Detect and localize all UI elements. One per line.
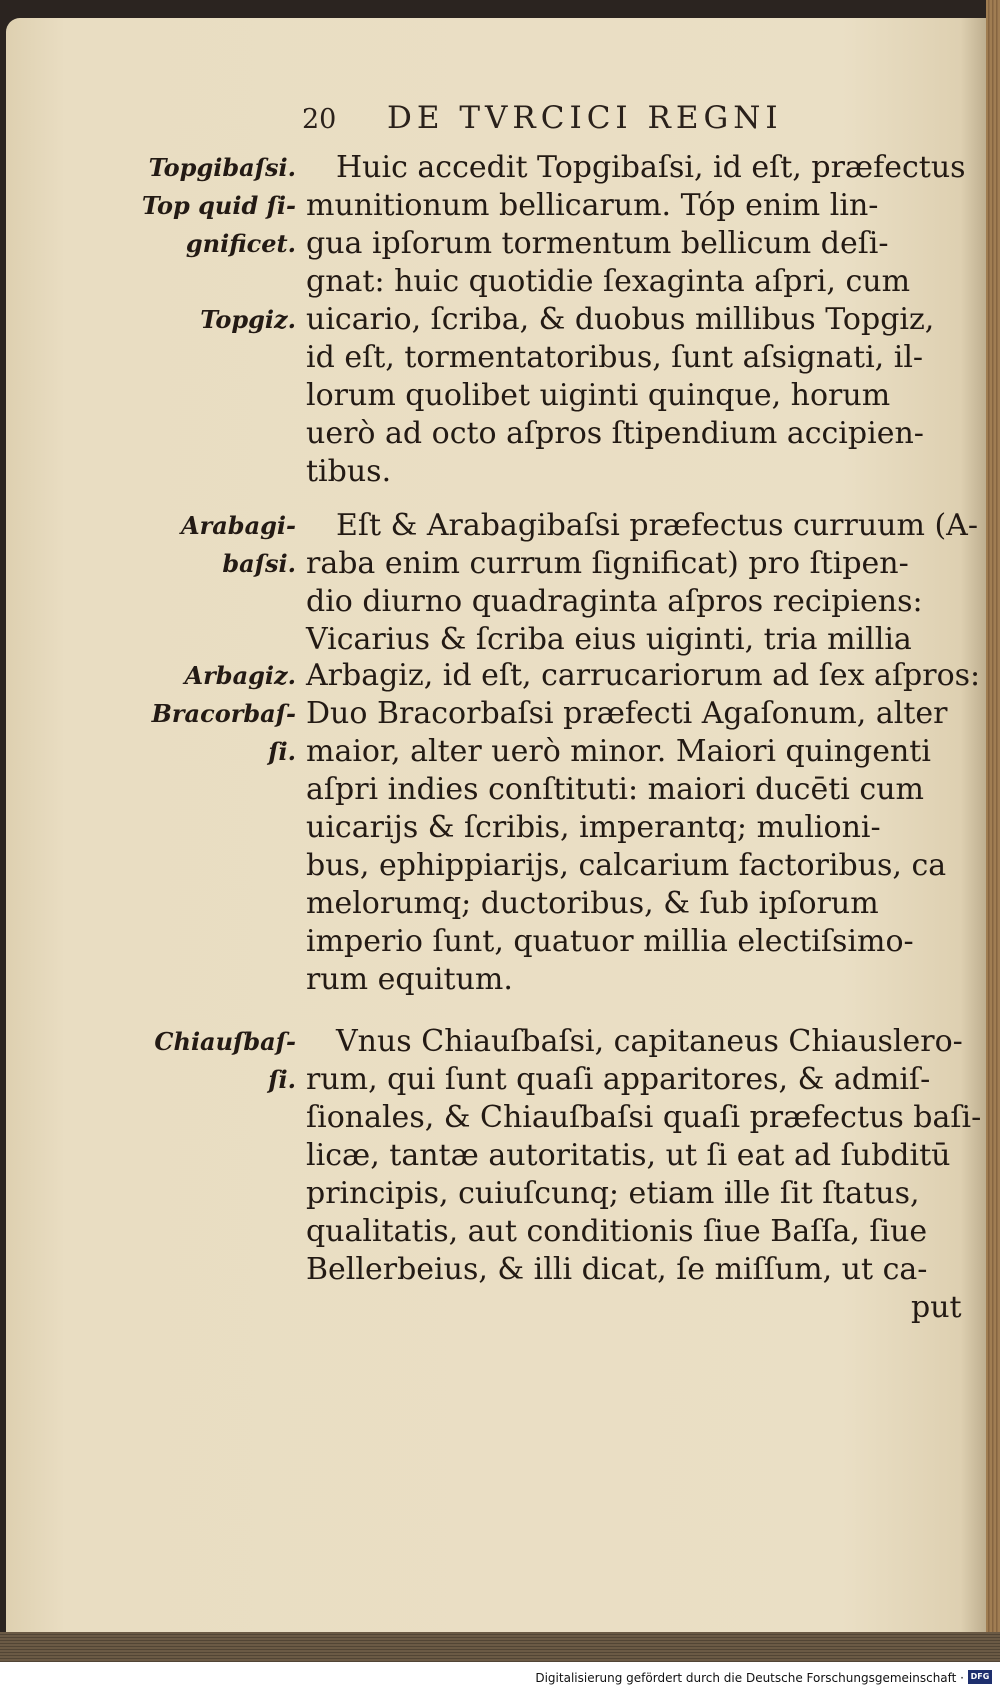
text-line: id eſt, tormentatoribus, ſunt aſsignati, il- [306, 340, 924, 375]
text-line: aſpri indies conſtituti: maiori ducēti cum [306, 772, 924, 807]
text-line: Vicarius & ſcriba eius uiginti, tria millia [306, 622, 912, 657]
text-line: Huic accedit Topgibaſsi, id eſt, præfectus [336, 150, 966, 185]
text-line: ſionales, & Chiauſbaſsi quaſi præfectus baſi- [306, 1100, 982, 1135]
text-line: uicarijs & ſcribis, imperantq; mulioni- [306, 810, 881, 845]
text-line: imperio ſunt, quatuor millia electiſsimo- [306, 924, 914, 959]
margin-note: Arbagiz. [184, 661, 296, 690]
margin-note: ſi. [268, 1065, 296, 1094]
text-line: Vnus Chiauſbaſsi, capitaneus Chiauslero- [336, 1024, 963, 1059]
margin-note: Bracorbaſ- [151, 699, 296, 728]
page-number: 20 [302, 104, 337, 135]
text-line: gua ipſorum tormentum bellicum deſi- [306, 226, 889, 261]
catchword: put [911, 1290, 962, 1325]
dfg-logo: DFG [968, 1670, 992, 1684]
margin-note: Topgibaſsi. [148, 153, 296, 182]
margin-note: Arabagi- [180, 511, 296, 540]
running-header [302, 100, 783, 136]
text-line: Arbagiz, id eſt, carrucariorum ad ſex aſpros: [306, 658, 981, 693]
text-line: raba enim currum ſignificat) pro ſtipen- [306, 546, 909, 581]
margin-note: ſi. [268, 737, 296, 766]
margin-note: Chiauſbaſ- [154, 1027, 296, 1056]
text-line: tibus. [306, 454, 392, 489]
text-line: dio diurno quadraginta aſpros recipiens: [306, 584, 923, 619]
page-fore-edge [986, 0, 1000, 1662]
text-line: rum, qui ſunt quaſi apparitores, & admiſ- [306, 1062, 931, 1097]
text-line: qualitatis, aut conditionis ſiue Baſſa, ſiue [306, 1214, 928, 1249]
text-line: Eſt & Arabagibaſsi præfectus curruum (A- [336, 508, 978, 543]
text-line: munitionum bellicarum. Tóp enim lin- [306, 188, 879, 223]
page-bottom-edge [0, 1632, 1000, 1662]
text-line: uicario, ſcriba, & duobus millibus Topgiz, [306, 302, 935, 337]
funding-credit: Digitalisierung gefördert durch die Deutsche Forschungsgemeinschaft · [535, 1671, 964, 1685]
margin-note: gnificet. [185, 229, 296, 258]
footer [0, 1662, 1000, 1693]
text-line: uerò ad octo aſpros ſtipendium accipien- [306, 416, 924, 451]
text-line: licæ, tantæ autoritatis, ut ſi eat ad ſubditū [306, 1138, 951, 1173]
text-line: melorumq; ductoribus, & ſub ipſorum [306, 886, 879, 921]
margin-note: Topgiz. [200, 305, 296, 334]
text-line: Duo Bracorbaſsi præfecti Agaſonum, alter [306, 696, 948, 731]
running-title: DE TVRCICI REGNI [387, 100, 783, 136]
margin-note: baſsi. [222, 549, 296, 578]
text-line: rum equitum. [306, 962, 513, 997]
book-page [6, 18, 990, 1660]
text-line: bus, ephippiarijs, calcarium factoribus, ca [306, 848, 947, 883]
text-line: maior, alter uerò minor. Maiori quingenti [306, 734, 931, 769]
text-line: lorum quolibet uiginti quinque, horum [306, 378, 891, 413]
text-line: principis, cuiuſcunq; etiam ille ſit ſtatus, [306, 1176, 920, 1211]
text-line: Bellerbeius, & illi dicat, ſe miſſum, ut ca- [306, 1252, 928, 1287]
text-line: gnat: huic quotidie ſexaginta aſpri, cum [306, 264, 911, 299]
margin-note: Top quid ſi- [141, 191, 296, 220]
